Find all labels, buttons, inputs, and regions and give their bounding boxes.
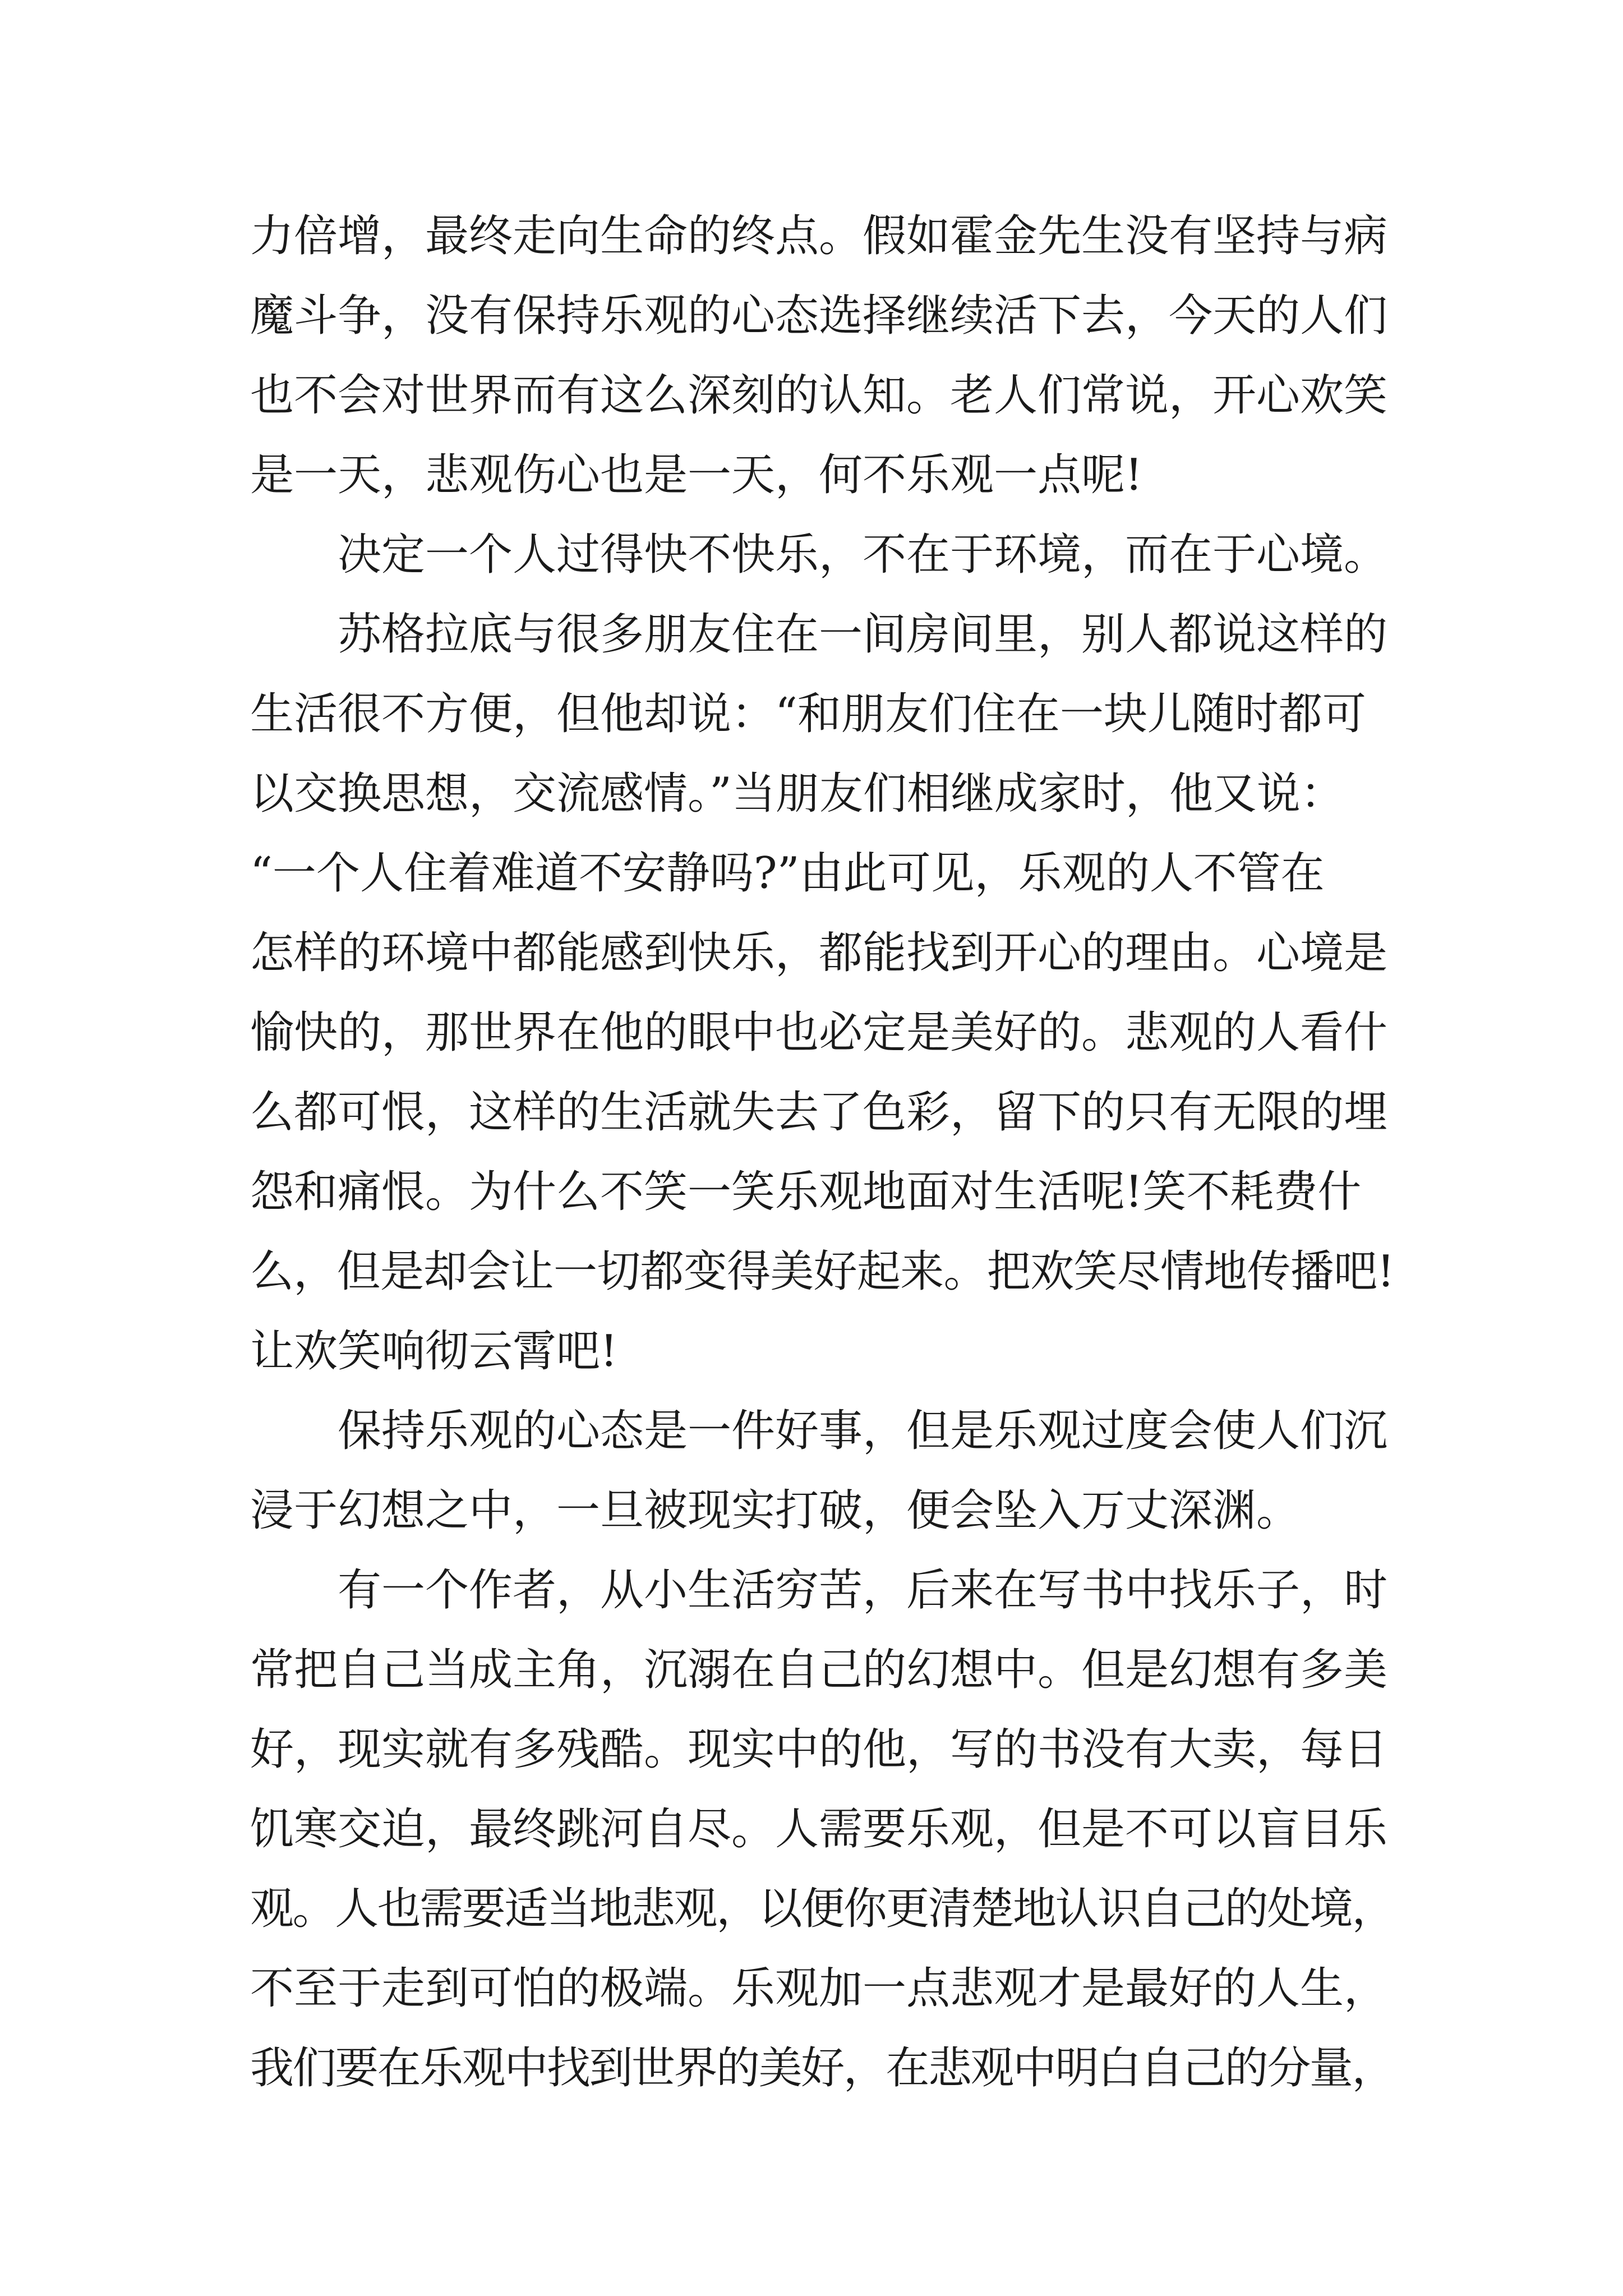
text-line: 愉快的，那世界在他的眼中也必定是美好的。悲观的人看什 — [250, 1007, 1388, 1058]
paragraph-first-line: 苏格拉底与很多朋友住在一间房间里，别人都说这样的 — [338, 609, 1388, 660]
text-line: 怎样的环境中都能感到快乐，都能找到开心的理由。心境是 — [250, 928, 1388, 978]
text-line: 以交换思想，交流感情。”当朋友们相继成家时，他又说： — [250, 769, 1344, 819]
text-line: 让欢笑响彻云霄吧! — [250, 1326, 618, 1377]
text-line: 生活很不方便，但他却说：“和朋友们住在一块儿随时都可 — [250, 689, 1366, 739]
text-line: 观。人也需要适当地悲观，以便你更清楚地认识自己的处境， — [250, 1884, 1394, 1934]
text-line: “一个人住着难道不安静吗?”由此可见，乐观的人不管在 — [250, 848, 1325, 899]
text-line: 也不会对世界而有这么深刻的认知。老人们常说，开心欢笑 — [250, 370, 1388, 421]
text-line: 魔斗争，没有保持乐观的心态选择继续活下去，今天的人们 — [250, 291, 1388, 341]
text-line: 浸于幻想之中，一旦被现实打破，便会坠入万丈深渊。 — [250, 1485, 1301, 1536]
text-line: 是一天，悲观伤心也是一天，何不乐观一点呢! — [250, 450, 1143, 500]
essay-text-block — [250, 196, 1394, 2108]
text-line: 饥寒交迫，最终跳河自尽。人需要乐观，但是不可以盲目乐 — [250, 1804, 1388, 1855]
text-line: 么都可恨，这样的生活就失去了色彩，留下的只有无限的埋 — [250, 1087, 1388, 1138]
text-line: 力倍增，最终走向生命的终点。假如霍金先生没有坚持与病 — [250, 211, 1388, 261]
paragraph-first-line: 保持乐观的心态是一件好事，但是乐观过度会使人们沉 — [338, 1406, 1388, 1456]
text-line: 我们要在乐观中找到世界的美好，在悲观中明白自己的分量， — [250, 2043, 1394, 2093]
text-line: 不至于走到可怕的极端。乐观加一点悲观才是最好的人生， — [250, 1963, 1388, 2014]
text-line: 么，但是却会让一切都变得美好起来。把欢笑尽情地传播吧! — [250, 1246, 1394, 1297]
text-line: 怨和痛恨。为什么不笑一笑乐观地面对生活呢!笑不耗费什 — [250, 1167, 1362, 1217]
text-line: 常把自己当成主角，沉溺在自己的幻想中。但是幻想有多美 — [250, 1645, 1388, 1695]
paragraph-first-line: 决定一个人过得快不快乐，不在于环境，而在于心境。 — [338, 530, 1388, 580]
text-line: 好，现实就有多残酷。现实中的他，写的书没有大卖，每日 — [250, 1724, 1388, 1775]
paragraph-first-line: 有一个作者，从小生活穷苦，后来在写书中找乐子，时 — [338, 1565, 1388, 1616]
